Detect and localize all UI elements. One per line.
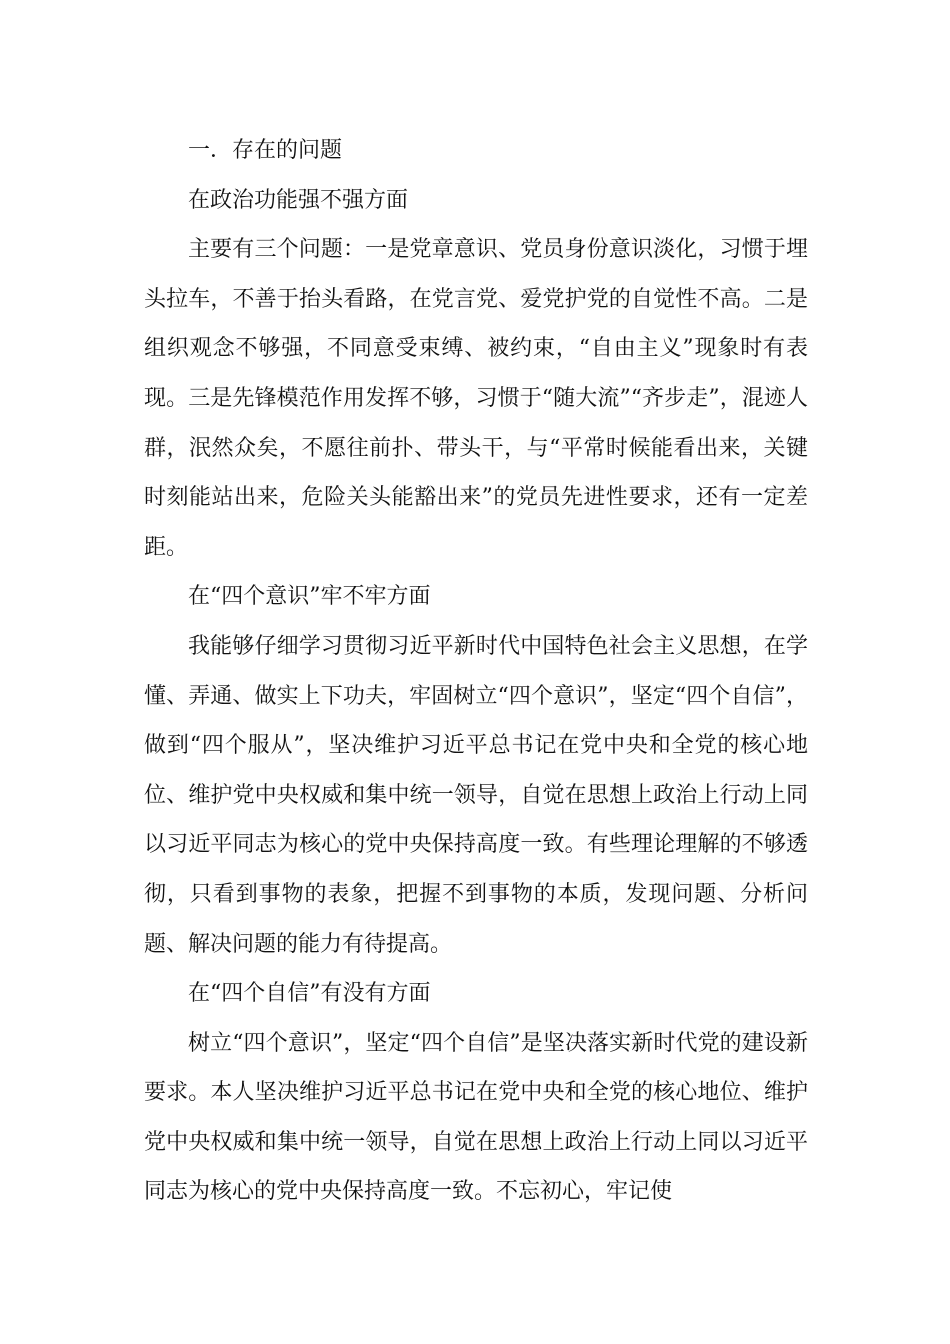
document-body [144,126,808,1217]
subheading-political-function: 在政治功能强不强方面 [188,187,409,213]
paragraph-four-confidences: 树立“四个意识”，坚定“四个自信”是坚决落实新时代党的建设新要求。本人坚决维护习近平总书记在党中央和全党的核心地位、维护党中央权威和集中统一领导，自觉在思想上政治上行动上同以习近平同志为核心的党中央保持高度一致。不忘初心，牢记使 [144,1030,808,1205]
paragraph-four-consciousness: 我能够仔细学习贯彻习近平新时代中国特色社会主义思想，在学懂、弄通、做实上下功夫，牢固树立“四个意识”，坚定“四个自信”，做到“四个服从”，坚决维护习近平总书记在党中央和全党的核心地位、维护党中央权威和集中统一领导，自觉在思想上政治上行动上同以习近平同志为核心的党中央保持高度一致。有些理论理解的不够透彻，只看到事物的表象，把握不到事物的本质，发现问题、分析问题、解决问题的能力有待提高。 [144,633,808,957]
section-title: 一．存在的问题 [188,138,343,163]
paragraph-political-function: 主要有三个问题：一是党章意识、党员身份意识淡化，习惯于埋头拉车，不善于抬头看路，在党言党、爱党护党的自觉性不高。二是组织观念不够强，不同意受束缚、被约束，“自由主义”现象时有表现。三是先锋模范作用发挥不够，习惯于“随大流”“齐步走”，混迹人群，泯然众矣，不愿往前扑、带头干，与“平常时候能看出来，关键时刻能站出来，危险关头能豁出来”的党员先进性要求，还有一定差距。 [144,237,808,560]
subheading-four-confidences: 在“四个自信”有没有方面 [188,981,431,1007]
subheading-four-consciousness: 在“四个意识”牢不牢方面 [188,584,431,610]
